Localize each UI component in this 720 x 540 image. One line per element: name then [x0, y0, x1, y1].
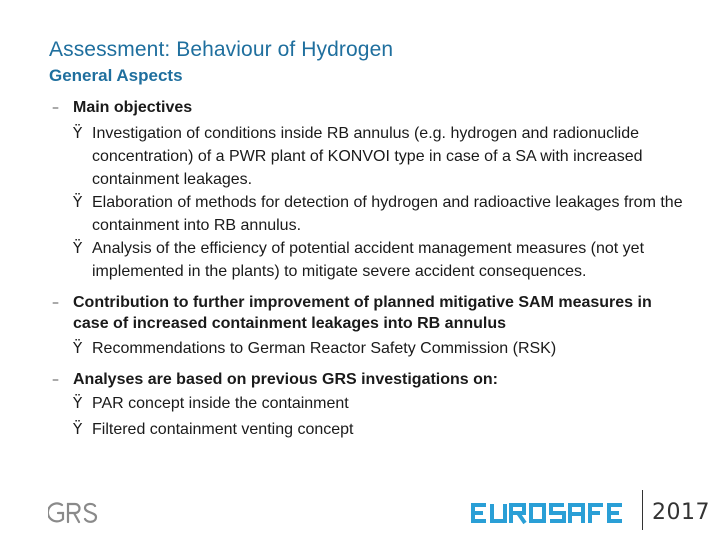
list-item	[73, 337, 683, 360]
slide-subtitle: General Aspects	[49, 66, 183, 85]
footer-year: 2017	[652, 500, 710, 525]
eurosafe-logo	[470, 500, 636, 526]
list-item	[73, 237, 683, 283]
slide-title: Assessment: Behaviour of Hydrogen	[49, 38, 394, 61]
bullet-icon: Ÿ	[73, 193, 83, 211]
section-heading: Main objectives	[73, 99, 193, 116]
section-heading: Analyses are based on previous GRS investigations on:	[73, 371, 499, 388]
bullet-text: Investigation of conditions inside RB annulus (e.g. hydrogen and radionuclide concentration) of a PWR plant of KONVOI type in case of a SA with increased containment leakages.	[92, 125, 643, 188]
footer-divider	[642, 490, 643, 530]
bullet-text: Recommendations to German Reactor Safety Commission (RSK)	[92, 340, 557, 357]
bullet-icon: Ÿ	[73, 394, 83, 412]
section-dash: –	[52, 100, 59, 116]
bullet-text: Filtered containment venting concept	[92, 421, 354, 438]
list-item	[73, 122, 683, 191]
bullet-text: Elaboration of methods for detection of hydrogen and radioactive leakages from the containment into RB annulus.	[92, 194, 683, 234]
section-heading: Contribution to further improvement of planned mitigative SAM measures in case of increased containment leakages into RB annulus	[73, 294, 652, 332]
bullet-icon: Ÿ	[73, 239, 83, 257]
list-item	[73, 418, 683, 441]
bullet-icon: Ÿ	[73, 420, 83, 438]
list-item	[73, 392, 683, 415]
bullet-icon: Ÿ	[73, 339, 83, 357]
section-dash: –	[52, 372, 59, 388]
bullet-text: PAR concept inside the containment	[92, 395, 349, 412]
list-item	[73, 191, 683, 237]
bullet-text: Analysis of the efficiency of potential accident management measures (not yet implemented in the plants) to mitigate severe accident consequences.	[92, 240, 645, 280]
bullet-icon: Ÿ	[73, 124, 83, 142]
section-dash: –	[52, 295, 59, 311]
grs-logo	[48, 500, 100, 526]
